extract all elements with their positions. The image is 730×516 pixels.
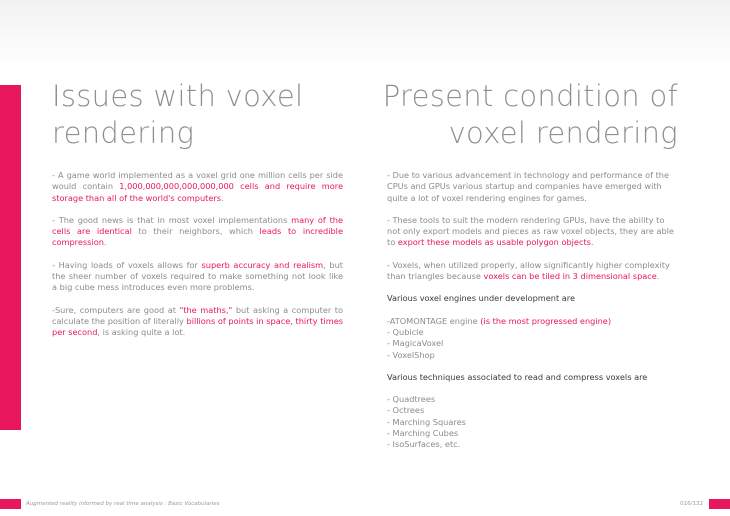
left-paragraph-3 — [52, 260, 343, 294]
engines-list — [387, 316, 680, 361]
highlight: (is the most progressed engine) — [480, 315, 612, 326]
left-paragraph-2 — [52, 215, 343, 249]
text: - Having loads of voxels allows for — [52, 259, 202, 270]
list-item: - Octrees — [387, 405, 425, 416]
footer-accent-right — [709, 499, 730, 509]
left-accent-bar — [0, 85, 21, 430]
text: - A game world implemented as a voxel grid one million cells per side would contain — [52, 170, 343, 192]
highlight: 1,000,000,000,000,000,000 cells and require more storage than all of the world's computers — [52, 181, 343, 203]
right-title-line2: voxel rendering — [448, 116, 678, 150]
highlight: "the maths," — [179, 304, 233, 315]
highlight: export these models as usable polygon objects — [397, 237, 591, 248]
right-title-line1: Present condition of — [382, 79, 678, 113]
text: . — [590, 237, 594, 248]
highlight: leads to incredible compression — [52, 226, 343, 248]
text: - These tools to suit the modern rendering GPUs, have the ability to not only export models and pieces as raw voxel objects, they are able to — [387, 214, 674, 248]
list-item: - Quadtrees — [387, 394, 436, 405]
list-item — [387, 316, 680, 327]
right-paragraph-1: - Due to various advancement in technology and performance of the CPUs and GPUs various startup and companies have emerged with quite a lot of voxel rendering engines for games. — [387, 170, 670, 203]
highlight: billions of points in space, thirty times per second — [52, 315, 344, 338]
left-column — [52, 170, 343, 350]
list-item: - MagicaVoxel — [387, 338, 444, 349]
left-title-line2: rendering — [52, 116, 195, 150]
text: -ATOMONTAGE engine — [387, 315, 481, 326]
highlight: many of the cells are identical — [52, 214, 344, 237]
text: - Voxels, when utilized properly, allow significantly higher complexity than triangles because — [387, 259, 670, 282]
text: to their neighbors, which — [131, 226, 260, 237]
text: . — [221, 192, 224, 203]
right-title — [348, 78, 678, 152]
footer-text: Augmented reality informed by real time analysis : Basic Vocabularies — [26, 501, 220, 507]
highlight: voxels can be tiled in 3 dimensional space — [483, 271, 657, 282]
techniques-heading: Various techniques associated to read and compress voxels are — [387, 371, 648, 382]
list-item: - Marching Cubes — [387, 428, 459, 439]
left-paragraph-1 — [52, 170, 343, 204]
text: , but the sheer number of voxels required to make something not look like a big cube mess introduces even more problems. — [52, 259, 344, 293]
top-background — [0, 0, 730, 70]
text: , is asking quite a lot. — [97, 327, 186, 338]
text: . — [103, 237, 107, 248]
right-column — [387, 170, 680, 451]
left-paragraph-4 — [52, 305, 343, 339]
right-paragraph-2 — [387, 215, 680, 249]
left-title-line1: Issues with voxel — [52, 79, 304, 113]
list-item: - Qubicle — [387, 326, 424, 337]
text: - The good news is that in most voxel implementations — [52, 214, 292, 225]
left-title — [52, 78, 372, 152]
text: but asking a computer to calculate the position of literally — [52, 304, 343, 326]
list-item: - VoxelShop — [387, 349, 435, 360]
techniques-list — [387, 394, 680, 450]
highlight: superb accuracy and realism — [201, 259, 324, 270]
list-item: - IsoSurfaces, etc. — [387, 439, 461, 450]
list-item: - Marching Squares — [387, 416, 466, 427]
footer-accent-left — [0, 499, 21, 509]
text: -Sure, computers are good at — [52, 304, 180, 315]
right-paragraph-3 — [387, 260, 680, 283]
text: . — [656, 271, 660, 282]
engines-heading: Various voxel engines under development are — [387, 293, 576, 304]
page-number: 016/132 — [680, 501, 703, 507]
